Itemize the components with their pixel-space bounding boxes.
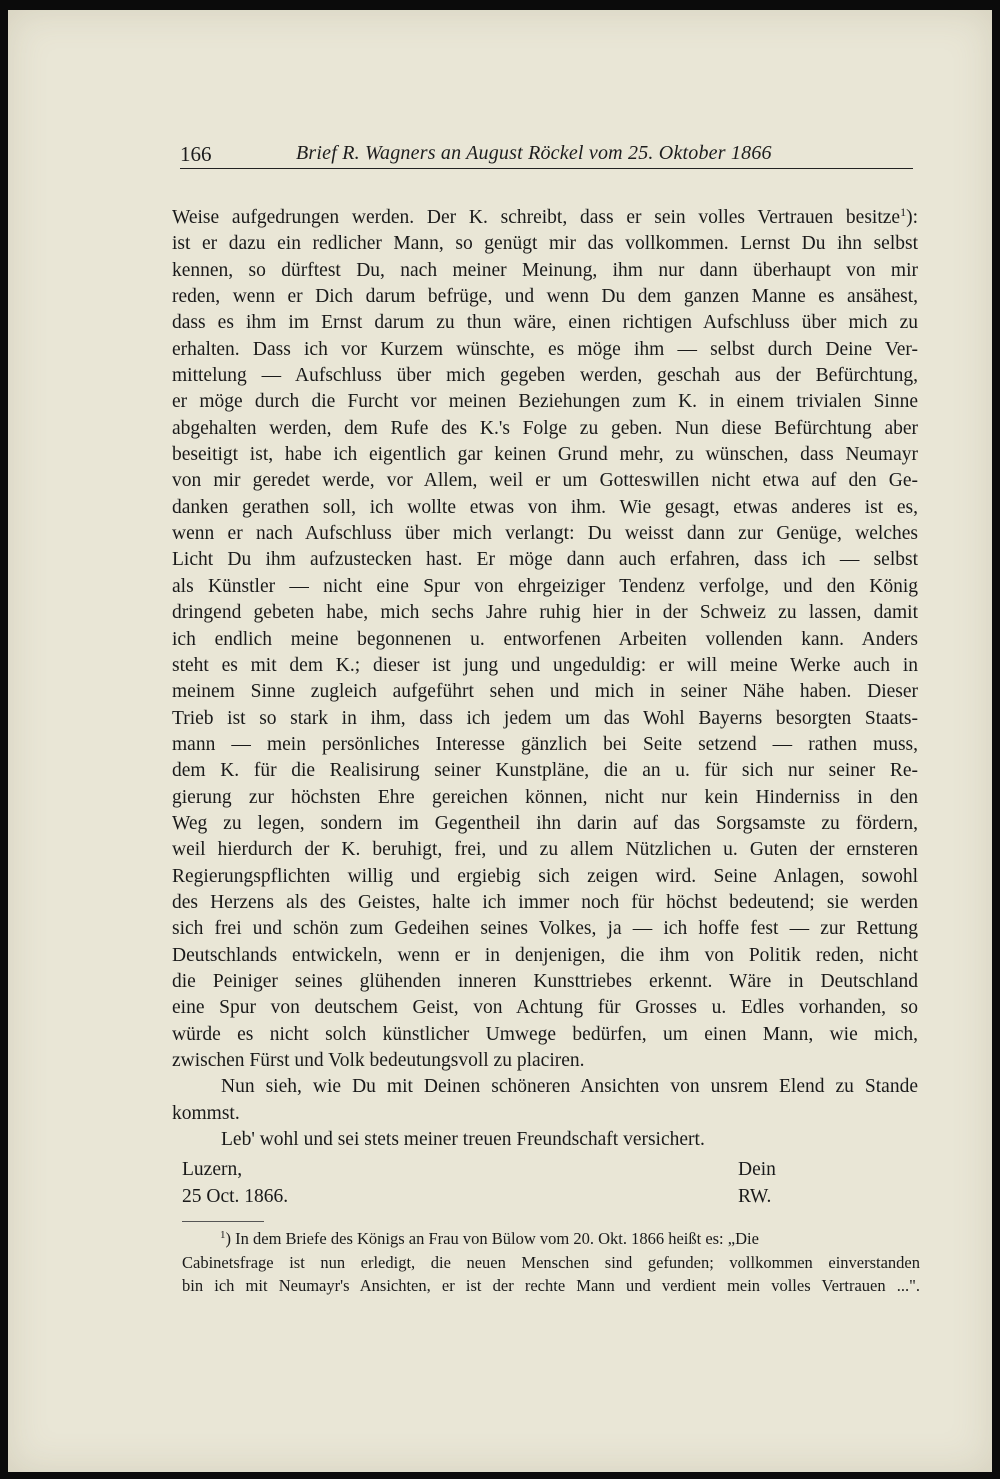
text-segment: ):: [906, 207, 918, 228]
footnote: [182, 1224, 920, 1298]
text-line: Licht Du ihm aufzustecken hast. Er möge dann auch erfahren, dass ich — selbst: [172, 549, 918, 571]
text-line: dass es ihm im Ernst darum zu thun wäre, einen richtigen Aufschluss über mich zu: [172, 312, 918, 334]
signature-initials: RW.: [738, 1186, 772, 1207]
text-line: meinem Sinne zugleich aufgeführt sehen und mich in seiner Nähe haben. Dieser: [172, 681, 918, 703]
footnote-line: [182, 1224, 920, 1251]
text-line: abgehalten werden, dem Rufe des K.'s Folge zu geben. Nun diese Befürchtung aber: [172, 417, 918, 439]
text-line: zwischen Fürst und Volk bedeutungsvoll zu placiren.: [172, 1050, 585, 1071]
text-line: die Peiniger seines glühenden inneren Kunsttriebes erkennt. Wäre in Deutschland: [172, 970, 918, 992]
running-title: Brief R. Wagners an August Röckel vom 25. Oktober 1866: [296, 142, 772, 164]
text-line: erhalten. Dass ich vor Kurzem wünschte, es möge ihm — selbst durch Deine Ver-: [172, 338, 918, 360]
signature: [738, 1156, 776, 1210]
farewell-line: Leb' wohl und sei stets meiner treuen Freundschaft versichert.: [221, 1129, 705, 1151]
text-line: als Künstler — nicht eine Spur von ehrgeiziger Tendenz verfolge, und den König: [172, 575, 918, 597]
page-header: [180, 142, 913, 169]
paragraph-line: Nun sieh, wie Du mit Deinen schöneren Ansichten von unsrem Elend zu Stande: [221, 1076, 918, 1098]
text-line: [172, 199, 918, 231]
text-line: würde es nicht solch künstlicher Umwege bedürfen, um einen Mann, wie mich,: [172, 1023, 918, 1045]
text-line: des Herzens als des Geistes, halte ich immer noch für höchst bedeutend; sie werden: [172, 891, 918, 913]
text-line: Regierungspflichten willig und ergiebig sich zeigen wird. Seine Anlagen, sowohl: [172, 865, 918, 887]
text-line: kennen, so dürftest Du, nach meiner Meinung, ihm nur dann überhaupt von mir: [172, 259, 918, 281]
place-date: [182, 1156, 288, 1210]
text-line: eine Spur von deutschem Geist, von Achtung für Grosses u. Edles vorhanden, so: [172, 997, 918, 1019]
text-line: danken gerathen soll, ich wollte etwas von ihm. Wie gesagt, etwas anderes ist es,: [172, 496, 918, 518]
footnote-reference: 1: [900, 205, 907, 219]
signature-dein: Dein: [738, 1159, 776, 1180]
text-line: sich frei und schön zum Gedeihen seines Volkes, ja — ich hoffe fest — zur Rettung: [172, 918, 918, 940]
page-number: 166: [180, 142, 212, 166]
text-line: beseitigt ist, habe ich eigentlich gar keinen Grund mehr, zu wünschen, dass Neumayr: [172, 444, 918, 466]
text-line: wenn er nach Aufschluss über mich verlangt: Du weisst dann zur Genüge, welches: [172, 523, 918, 545]
text-line: dem K. für die Realisirung seiner Kunstpläne, die an u. für sich nur seiner Re-: [172, 760, 918, 782]
place: Luzern,: [182, 1159, 243, 1180]
paragraph-line: kommst.: [172, 1102, 240, 1124]
text-line: ich endlich meine begonnenen u. entworfenen Arbeiten vollenden kann. Anders: [172, 628, 918, 650]
text-line: mittelung — Aufschluss über mich gegeben werden, geschah aus der Befürchtung,: [172, 365, 918, 387]
text-line: weil hierdurch der K. beruhigt, frei, und zu allem Nützlichen u. Guten der ernsteren: [172, 839, 918, 861]
text-line: dringend gebeten habe, mich sechs Jahre ruhig hier in der Schweiz zu lassen, damit: [172, 602, 918, 624]
footnote-line: Cabinetsfrage ist nun erledigt, die neuen Menschen sind gefunden; vollkommen einverstanden: [182, 1252, 920, 1272]
text-line: steht es mit dem K.; dieser ist jung und ungeduldig: er will meine Werke auch in: [172, 654, 918, 676]
text-line: gierung zur höchsten Ehre gereichen können, nicht nur kein Hinderniss in den: [172, 786, 918, 808]
text-line: von mir geredet werde, vor Allem, weil er um Gotteswillen nicht etwa auf den Ge-: [172, 470, 918, 492]
footnote-divider: [182, 1221, 264, 1222]
text-line: Deutschlands entwickeln, wenn er in denjenigen, die ihm von Politik reden, nicht: [172, 944, 918, 966]
letter-body: [172, 199, 918, 1153]
letter-closing: [182, 1156, 802, 1216]
date: 25 Oct. 1866.: [182, 1186, 289, 1207]
text-line: ist er dazu ein redlicher Mann, so genügt mir das vollkommen. Lernst Du ihn selbst: [172, 233, 918, 255]
text-line: Weg zu legen, sondern im Gegentheil ihn darin auf das Sorgsamste zu fördern,: [172, 812, 918, 834]
text-line: reden, wenn er Dich darum befrüge, und wenn Du dem ganzen Manne es ansähest,: [172, 286, 918, 308]
text-line: er möge durch die Furcht vor meinen Beziehungen zum K. in einem trivialen Sinne: [172, 391, 918, 413]
text-line: Trieb ist so stark in ihm, dass ich jedem um das Wohl Bayerns besorgten Staats-: [172, 707, 918, 729]
text-segment: Weise aufgedrungen werden. Der K. schreibt, dass er sein volles Vertrauen besitze: [172, 207, 901, 228]
footnote-line: bin ich mit Neumayr's Ansichten, er ist der rechte Mann und verdient mein volles Vertrauen ...".: [182, 1276, 920, 1295]
footnote-marker: 1: [220, 1229, 226, 1241]
footnote-text: ) In dem Briefe des Königs an Frau von Bülow vom 20. Okt. 1866 heißt es: „Die: [225, 1229, 759, 1248]
text-line: mann — mein persönliches Interesse gänzlich bei Seite setzend — rathen muss,: [172, 733, 918, 755]
